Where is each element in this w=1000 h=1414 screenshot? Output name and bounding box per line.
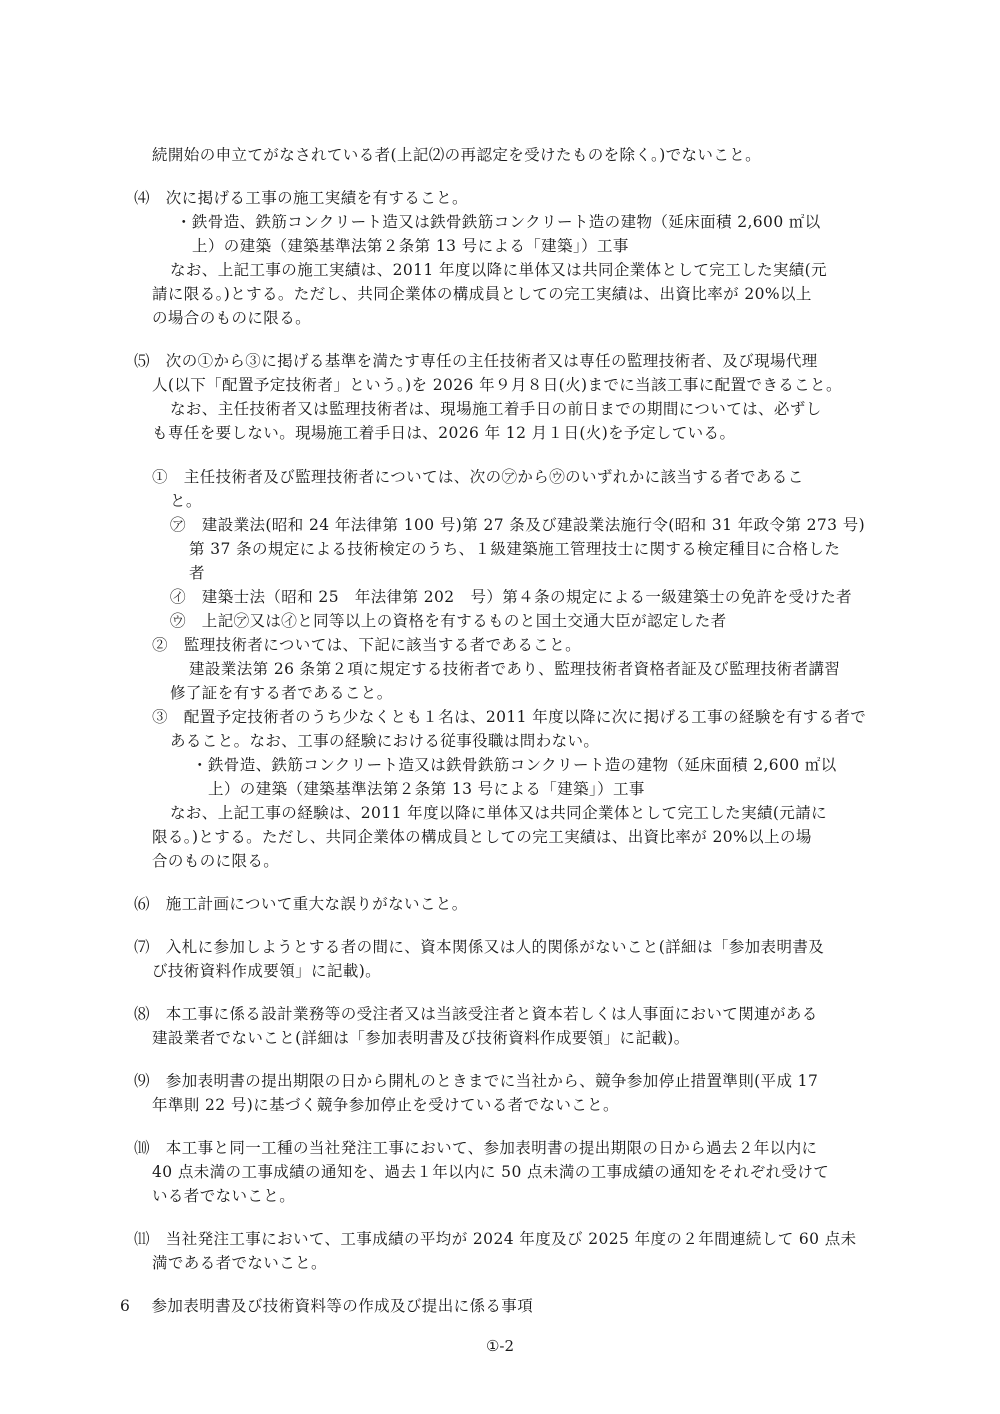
item-5-line: 人(以下「配置予定技術者」という。)を 2026 年９月８日(火)までに当該工事に配置できること。 [152, 376, 842, 394]
item-7-line: ⑺ 入札に参加しようとする者の間に、資本関係又は人的関係がないこと(詳細は「参加表明書及 [134, 938, 825, 956]
item-5-sub-3-note-line: 合のものに限る。 [152, 852, 280, 870]
item-5-sub-3-note-line: 限る。)とする。ただし、共同企業体の構成員としての完工実績は、出資比率が 20%以上の場 [152, 828, 812, 846]
item-4-bullet-line: 上）の建築（建築基準法第２条第 13 号による「建築」）工事 [192, 237, 629, 255]
item-5-sub-3-line: ③ 配置予定技術者のうち少なくとも１名は、2011 年度以降に次に掲げる工事の経験を有する者で [152, 708, 867, 726]
item-5-sub-1-c-line: ㋒ 上記㋐又は㋑と同等以上の資格を有するものと国土交通大臣が認定した者 [170, 612, 727, 630]
item-5-sub-1-line: と。 [170, 492, 202, 510]
item-5-sub-3-bullet-line: 上）の建築（建築基準法第２条第 13 号による「建築」）工事 [208, 780, 645, 798]
item-4-bullet-line: ・鉄骨造、鉄筋コンクリート造又は鉄骨鉄筋コンクリート造の建物（延床面積 2,600 ㎡以 [176, 213, 821, 231]
item-4-note-line: 請に限る。)とする。ただし、共同企業体の構成員としての完工実績は、出資比率が 20%以上 [152, 285, 812, 303]
item-5-sub-1-a-line: ㋐ 建設業法(昭和 24 年法律第 100 号)第 27 条及び建設業法施行令(昭和 31 年政令第 273 号) [170, 516, 866, 534]
item-9-line: 年準則 22 号)に基づく競争参加停止を受けている者でないこと。 [152, 1096, 619, 1114]
item-10-line: 40 点未満の工事成績の通知を、過去１年以内に 50 点未満の工事成績の通知をそれぞれ受けて [152, 1163, 830, 1181]
item-5-sub-1-line: ① 主任技術者及び監理技術者については、次の㋐から㋒のいずれかに該当する者であるこ [152, 468, 804, 486]
item-5-sub-3-bullet-line: ・鉄骨造、鉄筋コンクリート造又は鉄骨鉄筋コンクリート造の建物（延床面積 2,600 ㎡以 [192, 756, 837, 774]
item-9-line: ⑼ 参加表明書の提出期限の日から開札のときまでに当社から、競争参加停止措置準則(平成 17 [134, 1072, 819, 1090]
item-4-heading: ⑷ 次に掲げる工事の施工実績を有すること。 [134, 189, 468, 207]
item-5-sub-3-line: あること。なお、工事の経験における従事役職は問わない。 [170, 732, 600, 750]
item-5-line: なお、主任技術者又は監理技術者は、現場施工着手日の前日までの期間については、必ずし [170, 400, 822, 418]
item-5-sub-2-line: 建設業法第 26 条第２項に規定する技術者であり、監理技術者資格者証及び監理技術者講習 [189, 660, 841, 678]
item-5-line: ⑸ 次の①から③に掲げる基準を満たす専任の主任技術者又は専任の監理技術者、及び現場代理 [134, 352, 818, 370]
item-5-sub-1-a-line: 第 37 条の規定による技術検定のうち、１級建築施工管理技士に関する検定種目に合格した [189, 540, 841, 558]
item-11-line: ⑾ 当社発注工事において、工事成績の平均が 2024 年度及び 2025 年度の２年間連続して 60 点未 [134, 1230, 857, 1248]
carry-over-line: 続開始の申立てがなされている者(上記⑵の再認定を受けたものを除く。)でないこと。 [152, 146, 762, 164]
item-10-line: ⑽ 本工事と同一工種の当社発注工事において、参加表明書の提出期限の日から過去２年以内に [134, 1139, 818, 1157]
item-5-sub-2-line: 修了証を有する者であること。 [170, 684, 393, 702]
item-5-sub-2-line: ② 監理技術者については、下記に該当する者であること。 [152, 636, 581, 654]
item-5-sub-1-a-line: 者 [189, 564, 205, 582]
item-10-line: いる者でないこと。 [152, 1187, 296, 1205]
item-8-line: ⑻ 本工事に係る設計業務等の受注者又は当該受注者と資本若しくは人事面において関連がある [134, 1005, 818, 1023]
item-4-note-line: なお、上記工事の施工実績は、2011 年度以降に単体又は共同企業体として完工した実績(元 [170, 261, 828, 279]
item-5-line: も専任を要しない。現場施工着手日は、2026 年 12 月１日(火)を予定している。 [152, 424, 736, 442]
item-4-note-line: の場合のものに限る。 [152, 309, 312, 327]
item-11-line: 満である者でないこと。 [152, 1254, 327, 1272]
section-6-heading: 6 参加表明書及び技術資料等の作成及び提出に係る事項 [120, 1297, 534, 1315]
item-7-line: び技術資料作成要領」に記載)。 [152, 962, 382, 980]
item-8-line: 建設業者でないこと(詳細は「参加表明書及び技術資料作成要領」に記載)。 [152, 1029, 690, 1047]
item-5-sub-1-b-line: ㋑ 建築士法（昭和 25 年法律第 202 号）第４条の規定による一級建築士の免許を受けた者 [170, 588, 853, 606]
page-number: ①-2 [485, 1337, 515, 1355]
item-5-sub-3-note-line: なお、上記工事の経験は、2011 年度以降に単体又は共同企業体として完工した実績(元請に [170, 804, 828, 822]
item-6-line: ⑹ 施工計画について重大な誤りがないこと。 [134, 895, 468, 913]
